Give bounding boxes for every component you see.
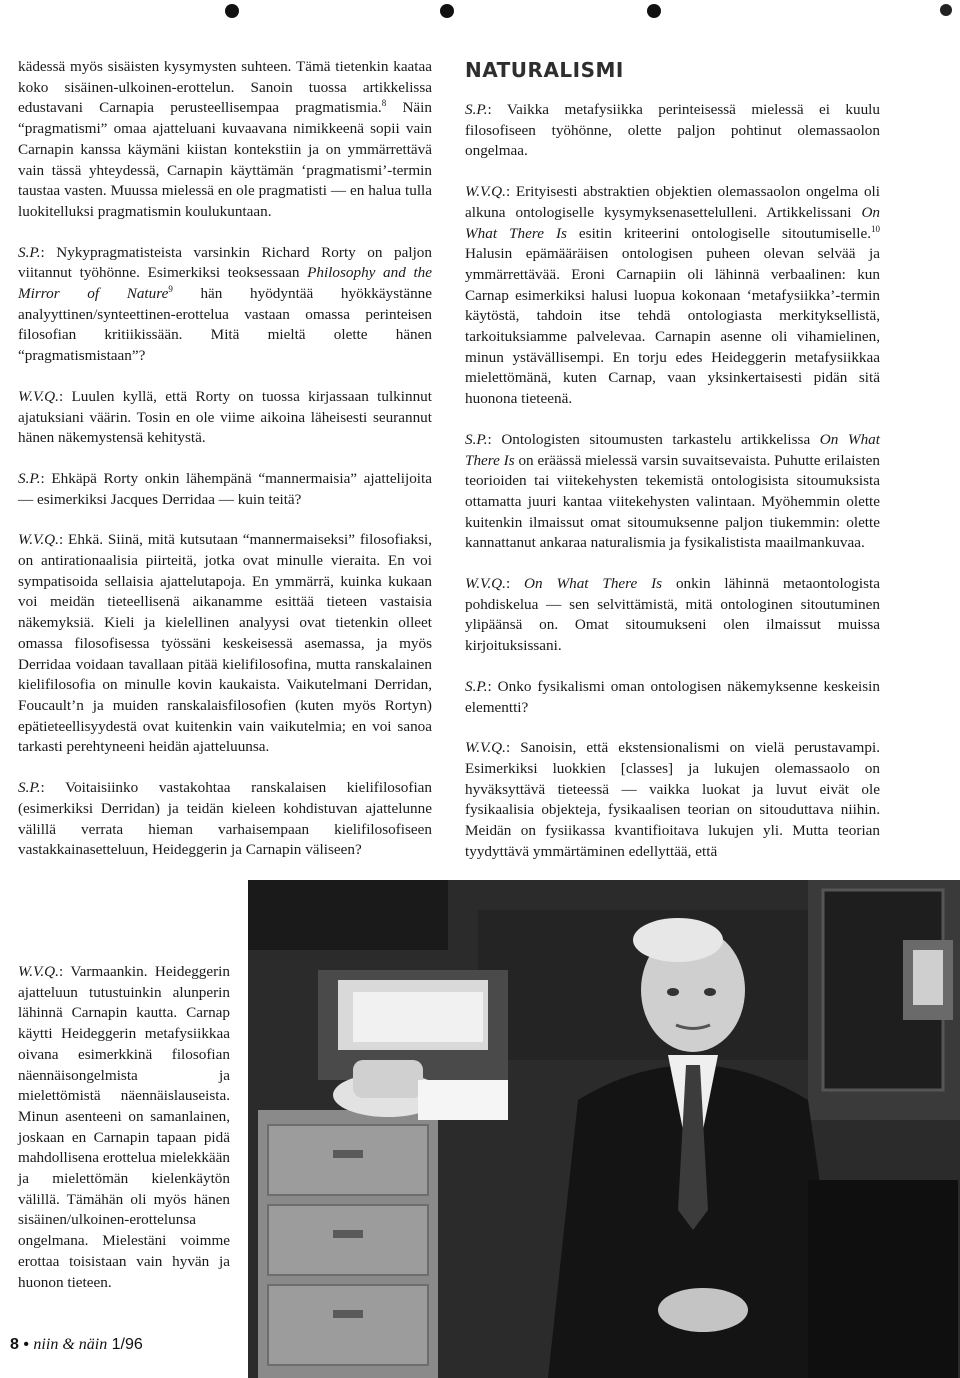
speaker-label: S.P. (465, 430, 488, 448)
article-title: On What There Is (465, 203, 880, 242)
portrait-illustration (248, 880, 960, 1378)
registration-mark (225, 4, 239, 18)
footer-bullet: • (23, 1336, 29, 1353)
portrait-photo (248, 880, 960, 1378)
answer-paragraph: W.V.Q.: On What There Is onkin lähinnä metaontologista pohdiskelua — sen selvittämistä, mitä ontologinen sitoutuminen ylipäänsä on. Omat sitoumukseni olen ilmaissut muissa kirjoituksissani. (465, 575, 880, 655)
speaker-label: W.V.Q. (465, 739, 506, 757)
speaker-label: W.V.Q. (465, 183, 506, 201)
speaker-label: S.P. (465, 101, 488, 118)
question-paragraph: S.P.: Nykypragmatisteista varsinkin Richard Rorty on paljon viitannut työhönne. Esimerkiksi teoksessaan Philosophy and the Mirror of Nature$^9$ hän hyödyntää hyökkäystänne analyyttinen/synteettinen-erottelua vastaan omassa perinteisen filosofian kritiikissään. Mitä mieltä olette hänen “pragmatismistaan”? (18, 243, 432, 365)
registration-mark (940, 4, 952, 16)
question-paragraph: S.P.: Voitaisiinko vastakohtaa ranskalaisen kielifilosofian (esimerkiksi Derridan) ja teidän kieleen kohdistuvan ajattelunne välillä verrata hieman varhaisempaan kielifilosofiseen vastakkainasetteluun, Heideggerin ja Carnapin väliseen? (18, 779, 432, 859)
speaker-label: W.V.Q. (18, 387, 59, 405)
registration-mark (647, 4, 661, 18)
left-column-narrow (18, 962, 230, 1313)
speaker-label: W.V.Q. (18, 531, 59, 549)
article-title: On What There Is (465, 430, 880, 469)
question-paragraph: S.P.: Onko fysikalismi oman ontologisen näkemyksenne keskeisin elementti? (465, 677, 880, 716)
answer-paragraph: W.V.Q.: Erityisesti abstraktien objektien olemassaolon ongelma oli alkuna ontologiselle kysymyksenasettelulleni. Artikkelissani On What There Is esitin kriteerini ontologiselle sitoutumiselle.$^{10}$ Halusin epämääräisen ontologisen puheen olevan selvää ja ymmärrettävää. Eroni Carnapiin oli lähinnä verbaalinen: kun Carnap esimerkiksi halusi luopua kokonaan ‘metafysiikka’-termin käytöstä, tahdoin itse tehdä ontologiasta merkityksellistä, tarkoituksiamme palvelevaa. Carnapin asenne oli vihamielinen, minun ystävällisempi. En torju edes Heideggerin metafysiikkaa mielettömänä, kuten Carnap, vaan yksinkertaisesti pidän sitä huonona tieteenä. (465, 183, 880, 408)
paragraph: kädessä myös sisäisten kysymysten suhteen. Tämä tietenkin kaataa koko sisäinen-ulkoinen-erottelun. Sanoin tuossa artikkelissa edustavani Carnapia perusteellisempaa pragmatismia.$^8$ Näin “pragmatismi” omaa ajatteluani kuvaavana nimikkeenä sopii vain Carnapin kanssa käymäni kiistan kontekstiin ja on ymmärrettävä vain tässä yhteydessä, Carnapin käyttämän ‘pragmatismi’-termin taustaa vasten. Muussa mielessä en ole pragmatisti — en halua tulla luokitelluksi pragmatismin koulukuntaan. (18, 58, 432, 220)
answer-paragraph: W.V.Q.: Sanoisin, että ekstensionalismi on vielä perustavampi. Esimerkiksi luokkien [classes] ja lukujen olemassaolo on hyväksyttävä tieteessä — vaikka luokat ja luvut eivät ole fysikaalisia objekteja, fysikaalisen teorian on sitouduttava niihin. Meidän on fysiikassa kvantifioitava lukujen yli. Mutta teorian tyydyttävä ymmärtäminen edellyttää, että (465, 739, 880, 860)
answer-paragraph: W.V.Q.: Varmaankin. Heideggerin ajatteluun tutustuinkin alunperin lähinnä Carnapin kautta. Carnap käytti Heideggerin metafysiikkaa oivana esimerkkinä filosofian näennäisongelmista ja mielettömistä näennäislauseista. Minun asenteeni on samanlainen, joskaan en Carnapin tapaan pidä mahdollisena erottelua mielekkään ja mielettömän kielenkäytön välillä. Tämähän oli myös hänen sisäinen/ulkoinen-erottelunsa ongelmana. Mielestäni voimme erottaa toisistaan vain hyvän ja huonon tieteen. (18, 963, 230, 1291)
speaker-label: S.P. (18, 779, 41, 797)
speaker-label: S.P. (18, 243, 41, 261)
answer-paragraph: W.V.Q.: Luulen kyllä, että Rorty on tuossa kirjassaan tulkinnut ajatuksiani väärin. Tosin en ole viime aikoina läheisesti seurannut hänen näkemystensä kehitystä. (18, 387, 432, 447)
speaker-label: S.P. (18, 469, 41, 487)
left-column (18, 57, 432, 881)
issue-number: 1/96 (111, 1336, 143, 1353)
page-number: 8 (10, 1336, 19, 1353)
speaker-label: W.V.Q. (465, 575, 506, 593)
section-heading: NATURALISMI (465, 58, 624, 82)
registration-mark (440, 4, 454, 18)
page-footer (10, 1336, 143, 1354)
article-title: On What There Is (524, 575, 663, 593)
answer-paragraph: W.V.Q.: Ehkä. Siinä, mitä kutsutaan “mannermaiseksi” filosofiaksi, on antirationaalisia piirteitä, jotka ovat minulle vieraita. En voi sympatisoida sellaisia ajattelutapoja. En ymmärrä, kuinka kukaan voi meidän tieteellisenä aikanamme esittää tieteen vastaisia näkemyksiä. Kieli ja kielellinen analyysi ovat tietenkin olleet omassa filosofisessa työssäni keskeisessä asemassa, ja myös Derridaa voidaan tavallaan pitää kielifilosofina, mutta ranskalainen kielifilosofia on minulle kovin kaukaista. Vaikutelmani Derridan, Foucault’n ja muiden ranskalaisfilosofien (kuten myös Rortyn) epätieteellisyydestä ovat kuitenkin vain vaikutelmia; en voi sanoa tarkasti perehtyneeni heidän ajatteluunsa. (18, 531, 432, 756)
speaker-label: W.V.Q. (18, 963, 59, 980)
speaker-label: S.P. (465, 677, 488, 695)
magazine-name: niin & näin (33, 1336, 108, 1353)
question-paragraph: S.P.: Vaikka metafysiikka perinteisessä mielessä ei kuulu filosofiseen työhönne, olette paljon pohtinut olemassaolon ongelmaa. (465, 101, 880, 160)
book-title: Philosophy and the Mirror of Nature (18, 264, 432, 303)
question-paragraph: S.P.: Ontologisten sitoumusten tarkastelu artikkelissa On What There Is on eräässä mielessä varsin suvaitsevaista. Puhutte erilaisten teorioiden tai viitekehysten tekemistä ontologisista sitoumuksista ottamatta juuri kantaa viitekehysten valintaan. Myöhemmin olette kuitenkin ilmaissut omat sitoumuksenne paljon tiukemmin: olette kannattanut ankaraa naturalismia ja fysikalistista maailmankuvaa. (465, 430, 880, 552)
question-paragraph: S.P.: Ehkäpä Rorty onkin lähempänä “mannermaisia” ajattelijoita — esimerkiksi Jacques Derridaa — kuin teitä? (18, 469, 432, 508)
right-column (465, 100, 880, 883)
